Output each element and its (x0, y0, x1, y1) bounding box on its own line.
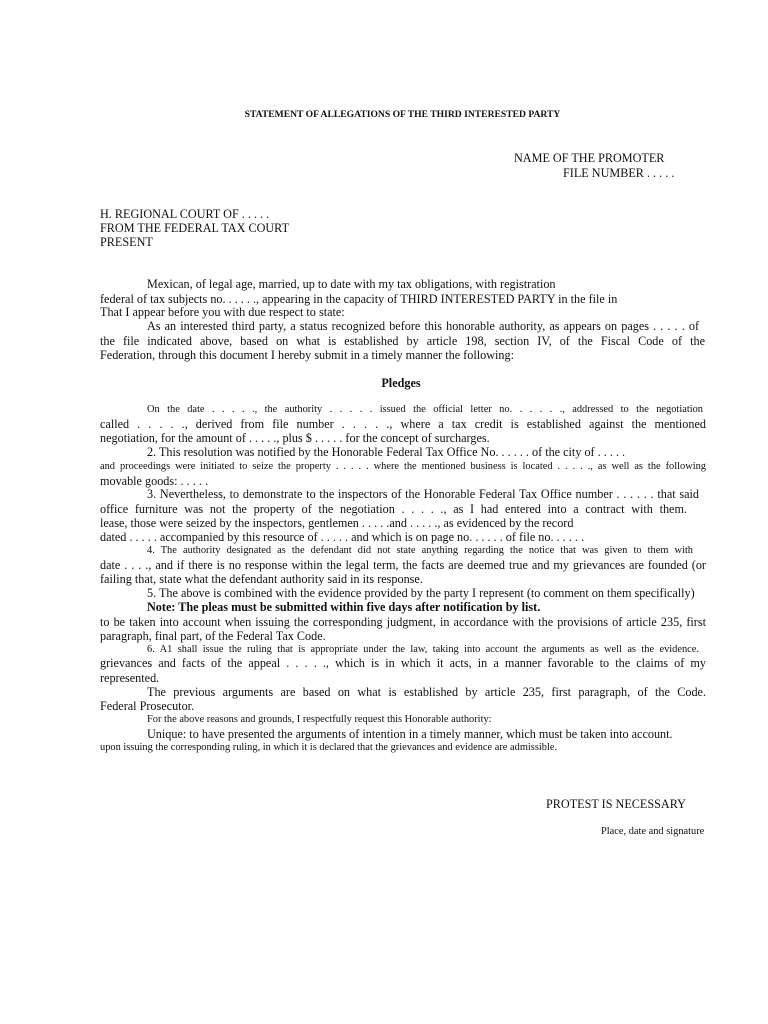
intro-line: Mexican, of legal age, married, up to date with my tax obligations, with registration (147, 277, 556, 291)
promoter-name: NAME OF THE PROMOTER (514, 151, 665, 165)
signature-line: Place, date and signature (601, 826, 705, 837)
pledge-line: failing that, state what the defendant authority said in its response. (100, 572, 423, 586)
pledge-line: On the date . . . . ., the authority . . . . . issued the official letter no. . . . . ., addressed to the negotiation (147, 404, 703, 415)
addressee-court: H. REGIONAL COURT OF . . . . . (100, 207, 270, 221)
addressee-tax-court: FROM THE FEDERAL TAX COURT (100, 221, 290, 235)
pledge-line: called . . . . ., derived from file number . . . . ., where a tax credit is established against the mentioned (100, 417, 706, 431)
pledge-line: Federal Prosecutor. (100, 699, 195, 713)
intro-line: federal of tax subjects no. . . . . ., appearing in the capacity of THIRD INTERESTED PARTY in the file in (100, 292, 618, 306)
intro-line: Federation, through this document I hereby submit in a timely manner the following: (100, 348, 514, 362)
pledge-line: grievances and facts of the appeal . . . . ., which is in which it acts, in a manner favorable to the claims of my (100, 656, 706, 670)
pledge-note: Note: The pleas must be submitted within five days after notification by list. (147, 600, 541, 614)
pledge-line: paragraph, final part, of the Federal Tax Code. (100, 629, 326, 643)
pledge-line: office furniture was not the property of the negotiation . . . . ., as I had entered into a contract with them. (100, 502, 687, 516)
pledge-line: The previous arguments are based on what is established by article 235, first paragraph, of the Code. (147, 685, 706, 699)
pledge-line: 4. The authority designated as the defendant did not state anything regarding the notice that was given to them with (147, 545, 693, 556)
pledge-line: and proceedings were initiated to seize the property . . . . . where the mentioned business is located . . . . ., as well as the following (100, 461, 706, 472)
pledge-line: lease, those were seized by the inspectors, gentlemen . . . . .and . . . . ., as evidenced by the record (100, 516, 574, 530)
pledge-line: dated . . . . . accompanied by this resource of . . . . . and which is on page no. . . . . . of file no. . . . . . (100, 530, 585, 544)
pledge-line: For the above reasons and grounds, I respectfully request this Honorable authority: (147, 714, 492, 725)
pledge-line: negotiation, for the amount of . . . . ., plus $ . . . . . for the concept of surcharges. (100, 431, 490, 445)
closing-protest: PROTEST IS NECESSARY (546, 797, 686, 811)
section-heading: Pledges (381, 376, 421, 390)
pledge-line: 6. A1 shall issue the ruling that is appropriate under the law, taking into account the arguments as well as the evidence. (147, 644, 699, 655)
pledge-line: represented. (100, 671, 160, 685)
pledge-line: 3. Nevertheless, to demonstrate to the inspectors of the Honorable Federal Tax Office number . . . . . . that said (147, 487, 699, 501)
pledge-line: movable goods: . . . . . (100, 474, 208, 488)
pledge-line: 5. The above is combined with the evidence provided by the party I represent (to comment on them specifically) (147, 586, 695, 600)
intro-line: As an interested third party, a status recognized before this honorable authority, as appears on pages . . . . . of (147, 319, 699, 333)
intro-line: the file indicated above, based on what is established by article 198, section IV, of the Fiscal Code of the (100, 334, 705, 348)
intro-line: That I appear before you with due respect to state: (100, 305, 345, 319)
addressee-present: PRESENT (100, 235, 153, 249)
pledge-line: date . . . ., and if there is no response within the legal term, the facts are deemed true and my grievances are founded (or (100, 558, 706, 572)
pledge-line: 2. This resolution was notified by the Honorable Federal Tax Office No. . . . . . of the city of . . . . . (147, 445, 626, 459)
document-title: STATEMENT OF ALLEGATIONS OF THE THIRD INTERESTED PARTY (244, 109, 561, 120)
pledge-line: upon issuing the corresponding ruling, in which it is declared that the grievances and evidence are admissible. (100, 742, 558, 753)
file-number: FILE NUMBER . . . . . (563, 166, 675, 180)
pledge-line: Unique: to have presented the arguments of intention in a timely manner, which must be taken into account. (147, 727, 673, 741)
pledge-line: to be taken into account when issuing the corresponding judgment, in accordance with the provisions of article 235, first (100, 615, 706, 629)
